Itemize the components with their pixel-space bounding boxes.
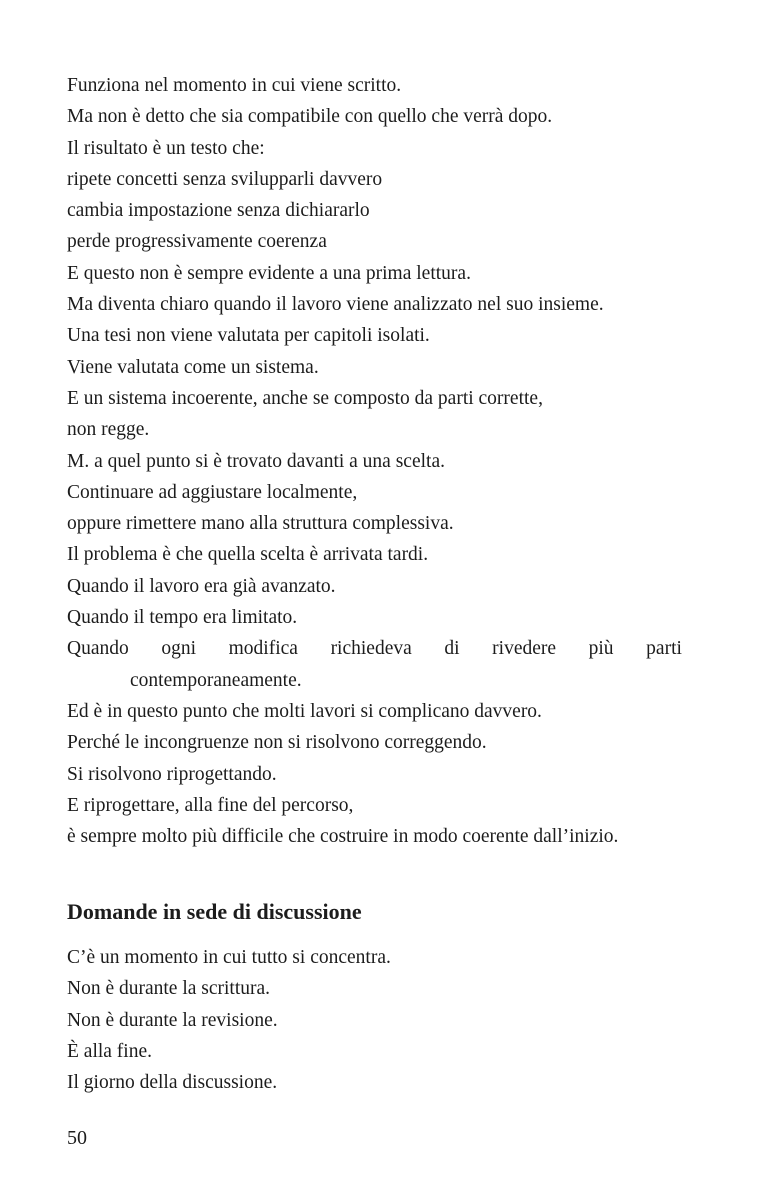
text-line: Continuare ad aggiustare localmente, — [67, 481, 358, 503]
text-line: Non è durante la revisione. — [67, 1009, 278, 1031]
text-line: è sempre molto più difficile che costruire in modo coerente dall’inizio. — [67, 826, 619, 848]
text-line: oppure rimettere mano alla struttura complessiva. — [67, 513, 454, 535]
text-line: Ma diventa chiaro quando il lavoro viene analizzato nel suo insieme. — [67, 294, 604, 316]
text-line: perde progressivamente coerenza — [67, 231, 327, 253]
text-line: E questo non è sempre evidente a una prima lettura. — [67, 262, 471, 284]
word: rivedere — [492, 638, 557, 660]
body-text — [67, 70, 682, 852]
text-line: Perché le incongruenze non si risolvono correggendo. — [67, 732, 487, 754]
text-line: Il giorno della discussione. — [67, 1072, 278, 1094]
text-line: Viene valutata come un sistema. — [67, 356, 319, 378]
word: parti — [646, 638, 682, 660]
text-line: Quando il tempo era limitato. — [67, 607, 298, 629]
text-line: Quando il lavoro era già avanzato. — [67, 575, 336, 597]
word: richiedeva — [330, 638, 412, 660]
justified-text-line — [67, 633, 682, 664]
text-line: È alla fine. — [67, 1040, 152, 1062]
text-line: cambia impostazione senza dichiararlo — [67, 200, 370, 222]
text-line: C’è un momento in cui tutto si concentra. — [67, 947, 391, 968]
text-line: E riprogettare, alla fine del percorso, — [67, 794, 354, 816]
text-line: M. a quel punto si è trovato davanti a una scelta. — [67, 450, 445, 472]
text-line: Funziona nel momento in cui viene scritto. — [67, 75, 402, 96]
text-line: Una tesi non viene valutata per capitoli isolati. — [67, 325, 430, 347]
word: più — [588, 638, 614, 660]
text-line: non regge. — [67, 419, 150, 441]
text-line: Non è durante la scrittura. — [67, 978, 271, 1000]
continuation-line: contemporaneamente. — [130, 669, 302, 691]
text-line: Si risolvono riprogettando. — [67, 763, 277, 785]
page-number: 50 — [67, 1127, 87, 1149]
text-line: Ma non è detto che sia compatibile con quello che verrà dopo. — [67, 106, 553, 128]
text-line: E un sistema incoerente, anche se composto da parti corrette, — [67, 387, 543, 409]
word: modifica — [228, 638, 298, 660]
text-line: Il problema è che quella scelta è arrivata tardi. — [67, 544, 429, 566]
word: Quando — [67, 638, 129, 660]
word: di — [444, 638, 460, 660]
section-text — [67, 942, 682, 1098]
text-line: Il risultato è un testo che: — [67, 137, 265, 159]
text-line: ripete concetti senza svilupparli davvero — [67, 168, 383, 190]
text-line: Ed è in questo punto che molti lavori si complicano davvero. — [67, 700, 542, 722]
section-heading: Domande in sede di discussione — [67, 899, 362, 924]
word: ogni — [161, 638, 197, 660]
